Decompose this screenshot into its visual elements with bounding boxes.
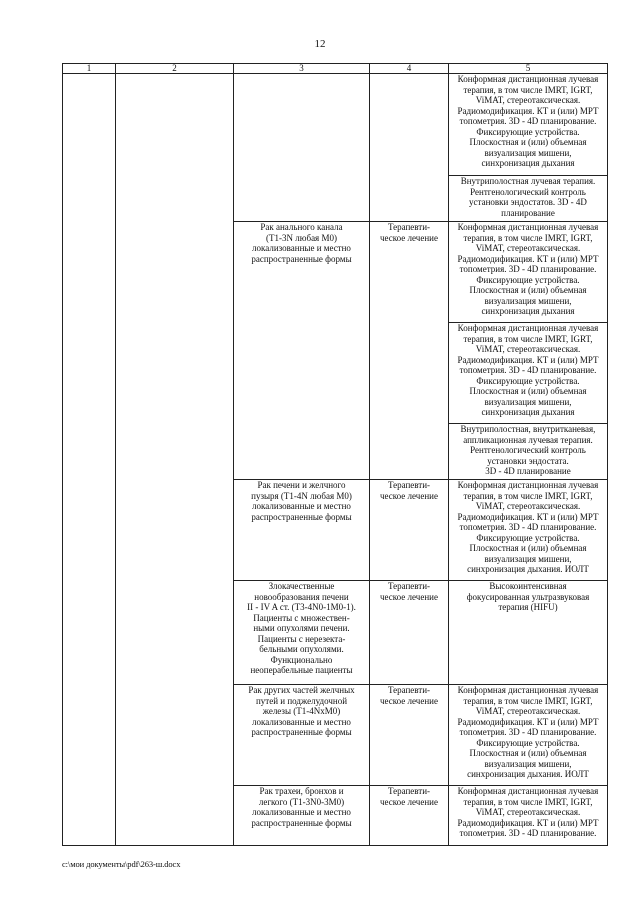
method-cell: Конформная дистанционная лучевая терапия, в том числе IMRT, IGRT, ViMAT, стереотаксическая. Радиомодификация. КТ и (или) МРТ топометрия. 3D - 4D планирование. Фиксирующие устройства. Плоскостная и (или) объемная визуализация мишени, синхронизация дыхания — [449, 222, 608, 323]
therapy-cell: Терапевти- ческое лечение — [370, 581, 449, 685]
disease-cell: Рак анального канала (T1-3N любая M0) локализованные и местно распространенные формы — [234, 222, 370, 480]
disease-cell: Рак печени и желчного пузыря (T1-4N любая M0) локализованные и местно распространенные формы — [234, 480, 370, 581]
method-cell: Высокоинтенсивная фокусированная ультразвуковая терапия (HIFU) — [449, 581, 608, 685]
disease-cell: Злокачественные новообразования печени II - IV A ст. (T3-4N0-1M0-1). Пациенты с множествен- ными опухолями печени. Пациенты с нерезекта- бельными опухолями. Функционально неоперабельные пациенты — [234, 581, 370, 685]
header-cell-4: 4 — [370, 64, 449, 74]
col-1-cell — [63, 74, 116, 846]
method-cell: Внутриполостная, внутритканевая, аппликационная лучевая терапия. Рентгенологический контроль установки эндостата. 3D - 4D планирование — [449, 424, 608, 480]
therapy-cell: Терапевти- ческое лечение — [370, 786, 449, 846]
method-cell: Конформная дистанционная лучевая терапия, в том числе IMRT, IGRT, ViMAT, стереотаксическая. Радиомодификация. КТ и (или) МРТ топометрия. 3D - 4D планирование. Фиксирующие устройства. Плоскостная и (или) объемная визуализация мишени, синхронизация дыхания — [449, 74, 608, 176]
treatment-table — [62, 63, 608, 846]
disease-cell: Рак других частей желчных путей и поджелудочной железы (T1-4NxM0) локализованные и местно распространенные формы — [234, 685, 370, 786]
header-cell-2: 2 — [116, 64, 234, 74]
therapy-cell: Терапевти- ческое лечение — [370, 480, 449, 581]
method-cell: Конформная дистанционная лучевая терапия, в том числе IMRT, IGRT, ViMAT, стереотаксическая. Радиомодификация. КТ и (или) МРТ топометрия. 3D - 4D планирование. — [449, 786, 608, 846]
header-cell-1: 1 — [63, 64, 116, 74]
therapy-cell: Терапевти- ческое лечение — [370, 685, 449, 786]
header-cell-3: 3 — [234, 64, 370, 74]
header-cell-5: 5 — [449, 64, 608, 74]
file-path-footer: c:\мои документы\pdf\263-ш.docx — [62, 859, 181, 869]
page-number: 12 — [314, 38, 326, 50]
col-2-cell — [116, 74, 234, 846]
method-cell: Конформная дистанционная лучевая терапия, в том числе IMRT, IGRT, ViMAT, стереотаксическая. Радиомодификация. КТ и (или) МРТ топометрия. 3D - 4D планирование. Фиксирующие устройства. Плоскостная и (или) объемная визуализация мишени, синхронизация дыхания. ИОЛТ — [449, 480, 608, 581]
disease-cell — [234, 74, 370, 222]
method-cell: Конформная дистанционная лучевая терапия, в том числе IMRT, IGRT, ViMAT, стереотаксическая. Радиомодификация. КТ и (или) МРТ топометрия. 3D - 4D планирование. Фиксирующие устройства. Плоскостная и (или) объемная визуализация мишени, синхронизация дыхания — [449, 323, 608, 424]
therapy-cell — [370, 74, 449, 222]
table-row — [63, 74, 608, 176]
method-cell: Внутриполостная лучевая терапия. Рентгенологический контроль установки эндостатов. 3D - 4D планирование — [449, 176, 608, 222]
therapy-cell: Терапевти- ческое лечение — [370, 222, 449, 480]
header-row — [63, 64, 608, 74]
disease-cell: Рак трахеи, бронхов и легкого (T1-3N0-3M0) локализованные и местно распространенные формы — [234, 786, 370, 846]
method-cell: Конформная дистанционная лучевая терапия, в том числе IMRT, IGRT, ViMAT, стереотаксическая. Радиомодификация. КТ и (или) МРТ топометрия. 3D - 4D планирование. Фиксирующие устройства. Плоскостная и (или) объемная визуализация мишени, синхронизация дыхания. ИОЛТ — [449, 685, 608, 786]
